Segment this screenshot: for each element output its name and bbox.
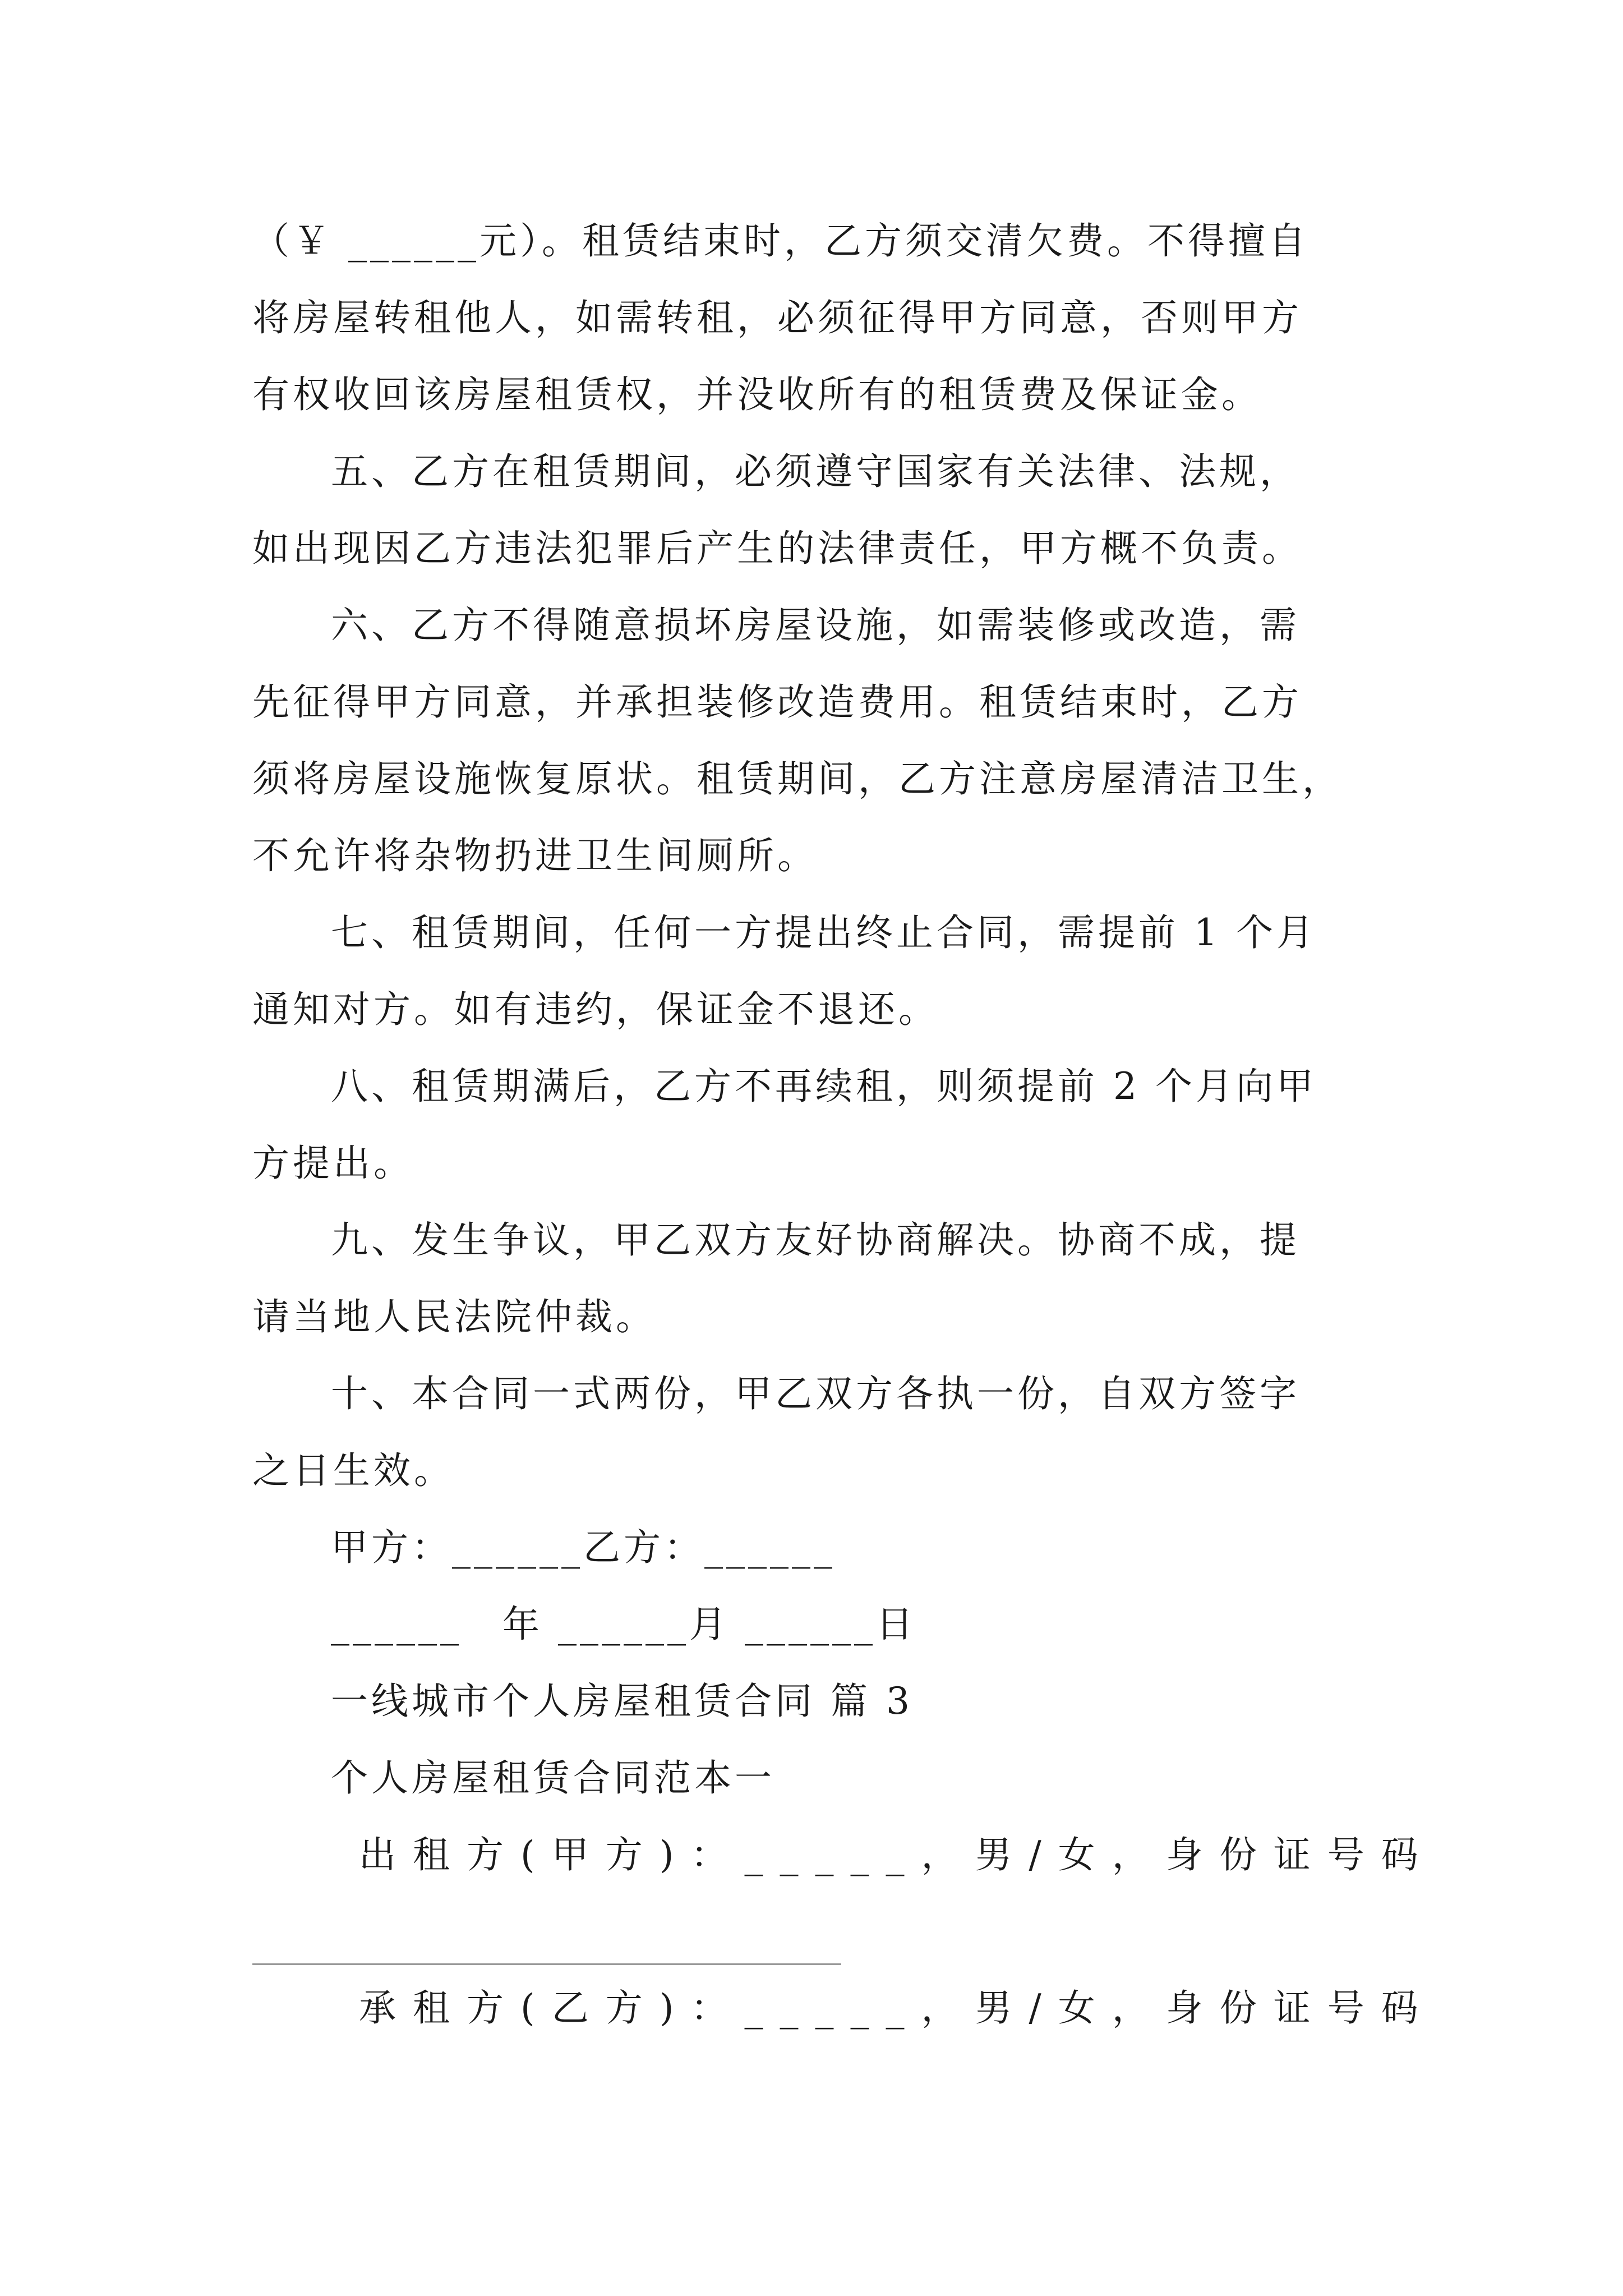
date-line: ______ 年 ______月 ______日 xyxy=(331,1603,916,1646)
clause-9-line: 九、发生争议，甲乙双方友好协商解决。协商不成，提 xyxy=(331,1218,1300,1262)
paragraph-line: 不允许将杂物扔进卫生间厕所。 xyxy=(252,834,818,877)
clause-6-line: 六、乙方不得随意损坏房屋设施，如需装修或改造，需 xyxy=(331,604,1300,647)
underline-divider xyxy=(252,1963,841,1965)
paragraph-line: 方提出。 xyxy=(252,1142,414,1185)
clause-7-line: 七、租赁期间，任何一方提出终止合同，需提前 1 个月 xyxy=(331,911,1317,954)
clause-5-line: 五、乙方在租赁期间，必须遵守国家有关法律、法规， xyxy=(331,450,1300,493)
clause-10-line: 十、本合同一式两份，甲乙双方各执一份，自双方签字 xyxy=(331,1372,1300,1415)
paragraph-line: 通知对方。如有违约，保证金不退还。 xyxy=(252,988,939,1031)
paragraph-line: 将房屋转租他人，如需转租，必须征得甲方同意，否则甲方 xyxy=(252,296,1302,339)
paragraph-line: （￥ ______元）。租赁结束时，乙方须交清欠费。不得擅自 xyxy=(252,219,1309,263)
paragraph-line: 之日生效。 xyxy=(252,1449,454,1492)
lessee-line: 承租方(乙方)：_____，男/女，身份证号码 xyxy=(359,1986,1435,2030)
template-title: 个人房屋租赁合同范本一 xyxy=(331,1756,775,1800)
paragraph-line: 如出现因乙方违法犯罪后产生的法律责任，甲方概不负责。 xyxy=(252,527,1302,570)
section-heading: 一线城市个人房屋租赁合同 篇 3 xyxy=(331,1680,913,1723)
lessor-line: 出租方(甲方)：_____，男/女，身份证号码 xyxy=(359,1833,1435,1876)
signature-line: 甲方：______乙方：______ xyxy=(331,1526,836,1569)
clause-8-line: 八、租赁期满后，乙方不再续租，则须提前 2 个月向甲 xyxy=(331,1065,1317,1108)
paragraph-line: 请当地人民法院仲裁。 xyxy=(252,1295,656,1338)
paragraph-line: 有权收回该房屋租赁权，并没收所有的租赁费及保证金。 xyxy=(252,373,1262,416)
paragraph-line: 须将房屋设施恢复原状。租赁期间，乙方注意房屋清洁卫生， xyxy=(252,757,1343,800)
paragraph-line: 先征得甲方同意，并承担装修改造费用。租赁结束时，乙方 xyxy=(252,680,1302,724)
